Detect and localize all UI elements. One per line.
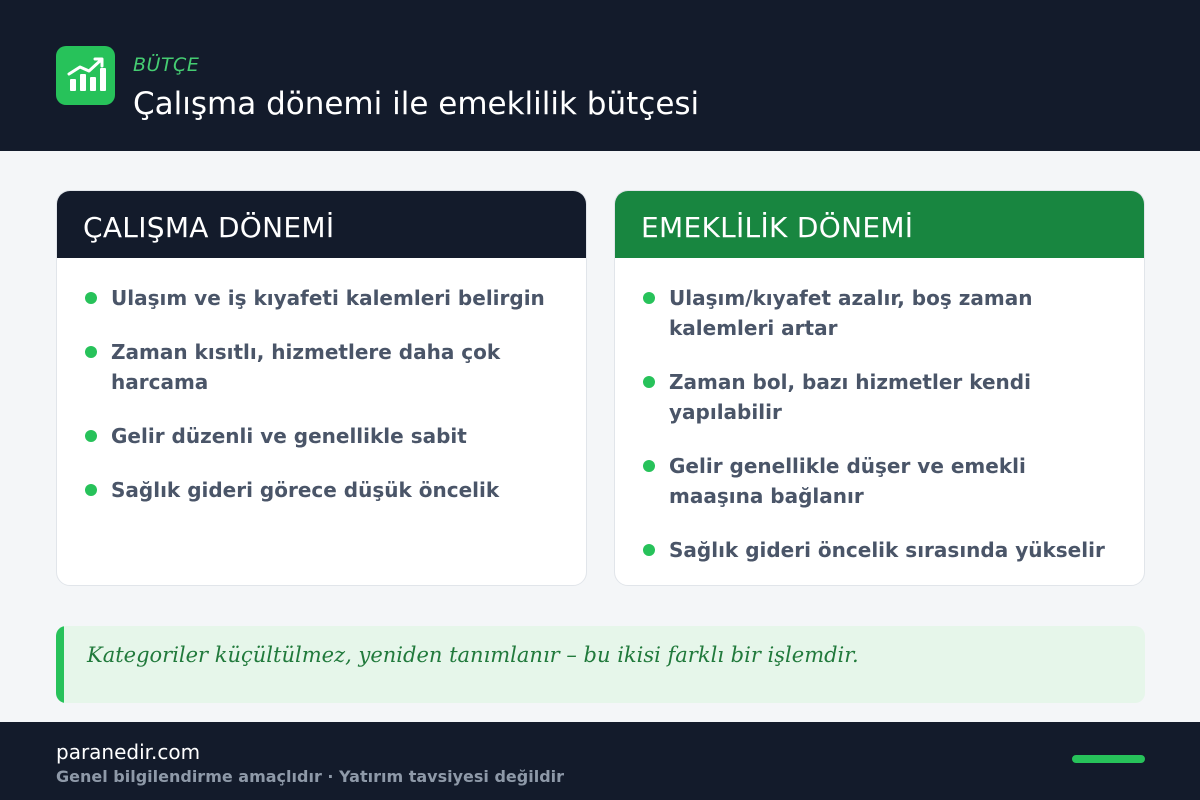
header	[0, 0, 1200, 151]
page-category: BÜTÇE	[133, 54, 200, 76]
working-period-card	[56, 190, 587, 586]
bullet-icon	[85, 292, 97, 304]
list-item	[83, 475, 566, 505]
page-title: Çalışma dönemi ile emeklilik bütçesi	[133, 86, 700, 122]
bullet-icon	[643, 544, 655, 556]
list-item	[83, 337, 566, 397]
list-item-text: Sağlık gideri öncelik sırasında yükselir	[669, 538, 1105, 562]
bullet-icon	[85, 484, 97, 496]
disclaimer: Genel bilgilendirme amaçlıdır · Yatırım tavsiyesi değildir	[56, 767, 565, 786]
site-name: paranedir.com	[56, 740, 201, 764]
bullet-icon	[643, 460, 655, 472]
working-period-title: ÇALIŞMA DÖNEMİ	[57, 191, 586, 258]
list-item-text: Sağlık gideri görece düşük öncelik	[111, 478, 500, 502]
list-item	[83, 421, 566, 451]
list-item-text: Ulaşım ve iş kıyafeti kalemleri belirgin	[111, 286, 545, 310]
logo	[56, 46, 115, 105]
retirement-period-card	[614, 190, 1145, 586]
bullet-icon	[643, 376, 655, 388]
list-item	[83, 283, 566, 313]
bullet-icon	[643, 292, 655, 304]
callout-note	[56, 626, 1145, 703]
list-item-text: Ulaşım/kıyafet azalır, boş zaman kalemleri artar	[669, 286, 1033, 340]
footer-accent-bar	[1072, 755, 1145, 763]
retirement-period-list	[615, 258, 1144, 565]
bullet-icon	[85, 346, 97, 358]
list-item-text: Zaman bol, bazı hizmetler kendi yapılabilir	[669, 370, 1031, 424]
list-item-text: Zaman kısıtlı, hizmetlere daha çok harcama	[111, 340, 501, 394]
callout-text: Kategoriler küçültülmez, yeniden tanımlanır – bu ikisi farklı bir işlemdir.	[87, 643, 859, 667]
list-item-text: Gelir genellikle düşer ve emekli maaşına bağlanır	[669, 454, 1026, 508]
list-item	[641, 283, 1124, 343]
list-item	[641, 535, 1124, 565]
callout-accent-bar	[56, 626, 64, 703]
working-period-list	[57, 258, 586, 505]
bullet-icon	[85, 430, 97, 442]
retirement-period-title: EMEKLİLİK DÖNEMİ	[615, 191, 1144, 258]
list-item	[641, 367, 1124, 427]
bar-chart-up-icon	[56, 46, 115, 105]
list-item-text: Gelir düzenli ve genellikle sabit	[111, 424, 467, 448]
list-item	[641, 451, 1124, 511]
footer	[0, 722, 1200, 800]
